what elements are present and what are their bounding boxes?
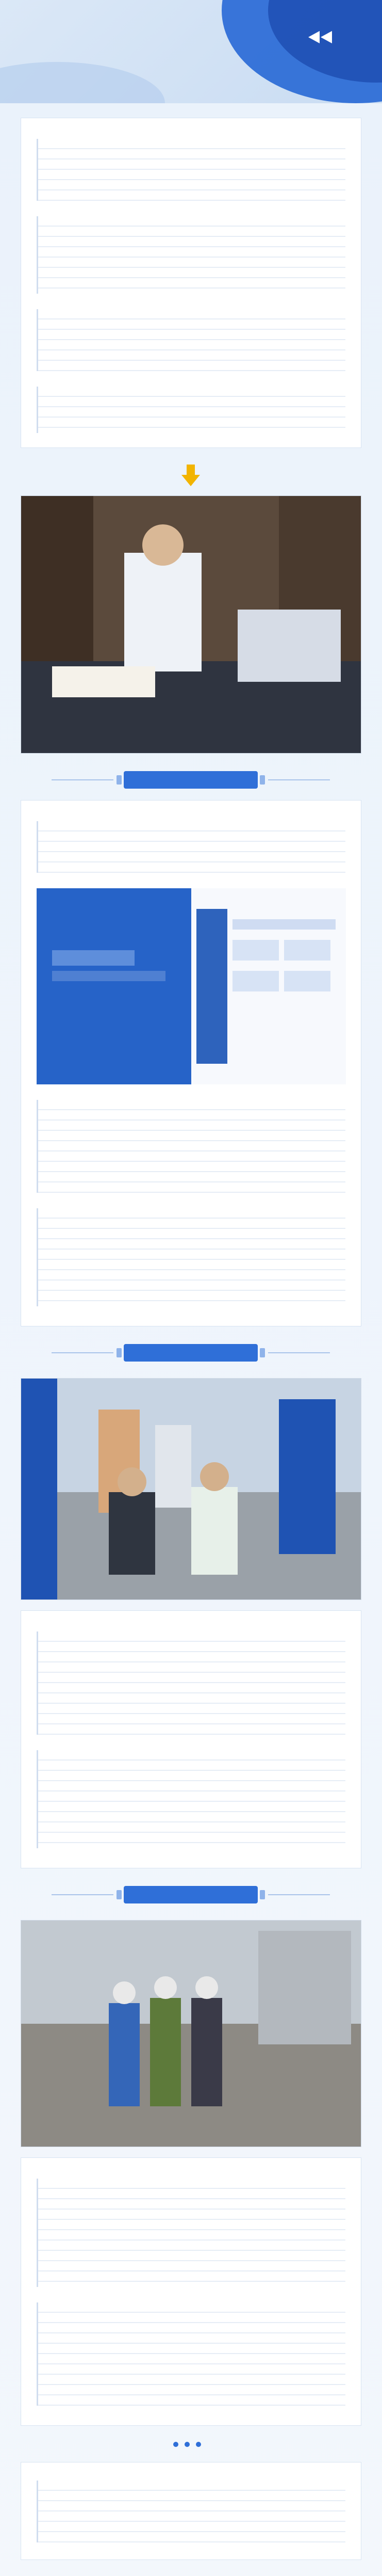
section-paragraph xyxy=(37,1750,345,1848)
section-card xyxy=(21,800,361,1326)
section-header xyxy=(21,1337,361,1368)
intro-paragraph xyxy=(37,216,345,294)
intro-paragraph xyxy=(37,387,345,433)
construction-site-photo xyxy=(21,1378,361,1600)
section-paragraph xyxy=(37,821,345,873)
closing-paragraph xyxy=(37,2481,345,2542)
arrow-down-icon xyxy=(180,463,201,487)
section-paragraph xyxy=(37,1631,345,1735)
worksite-inspection-photo xyxy=(21,1920,361,2147)
brochure-image xyxy=(37,888,346,1084)
rewind-icon xyxy=(306,30,334,44)
header-banner xyxy=(0,0,382,103)
closing-card xyxy=(21,2462,361,2560)
intro-paragraph xyxy=(37,309,345,371)
intro-paragraph xyxy=(37,139,345,201)
section-card xyxy=(21,1610,361,1868)
section-paragraph xyxy=(37,1208,345,1306)
intro-card xyxy=(21,118,361,448)
section-card xyxy=(21,2157,361,2426)
section-header xyxy=(21,764,361,795)
section-paragraph xyxy=(37,1100,345,1193)
section-header xyxy=(21,1879,361,1910)
divider-dots xyxy=(170,2440,211,2449)
section-paragraph xyxy=(37,2302,345,2406)
office-photo xyxy=(21,495,361,754)
section-paragraph xyxy=(37,2179,345,2287)
